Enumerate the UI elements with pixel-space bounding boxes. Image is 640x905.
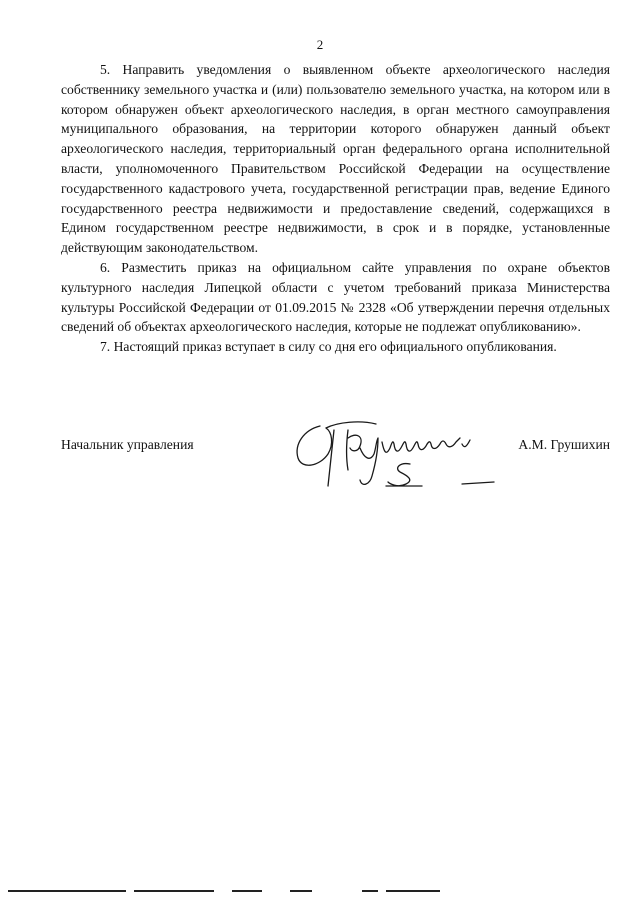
handwritten-signature <box>290 418 500 496</box>
scan-artifact-line <box>290 890 312 892</box>
document-body <box>61 60 610 357</box>
signer-name: А.М. Грушихин <box>518 437 610 452</box>
paragraph-5: 5. Направить уведомления о выявленном объекте археологического наследия собственнику земельного участка и (или) пользователю земельного участка, на котором или в котором обнаружен объект археологического наследия, в орган местного самоуправления муниципального образования, на территории которого обнаружен данный объект археологического наследия, территориальный орган федерального органа исполнительной власти, уполномоченного Правительством Российской Федерации на осуществление государственного кадастрового учета, государственной регистрации прав, ведение Единого государственного реестра недвижимости и предоставление сведений, содержащихся в Едином государственном реестре недвижимости, в срок и в порядке, установленные действующим законодательством. <box>61 62 610 256</box>
scan-artifact-line <box>232 890 262 892</box>
scan-artifact-line <box>134 890 214 892</box>
page-number: 2 <box>316 37 324 52</box>
scan-artifact-line <box>8 890 126 892</box>
paragraph-6: 6. Разместить приказ на официальном сайте управления по охране объектов культурного наследия Липецкой области с учетом требований приказа Министерства культуры Российской Федерации от 01.09.2015 № 2328 «Об утверждении перечня отдельных сведений об объектах археологического наследия, которые не подлежат опубликованию». <box>61 259 610 335</box>
scan-artifact-line <box>386 890 440 892</box>
paragraph-7: 7. Настоящий приказ вступает в силу со дня его официального опубликования. <box>100 339 557 355</box>
scan-artifact-line <box>362 890 378 892</box>
signer-position: Начальник управления <box>61 437 194 452</box>
